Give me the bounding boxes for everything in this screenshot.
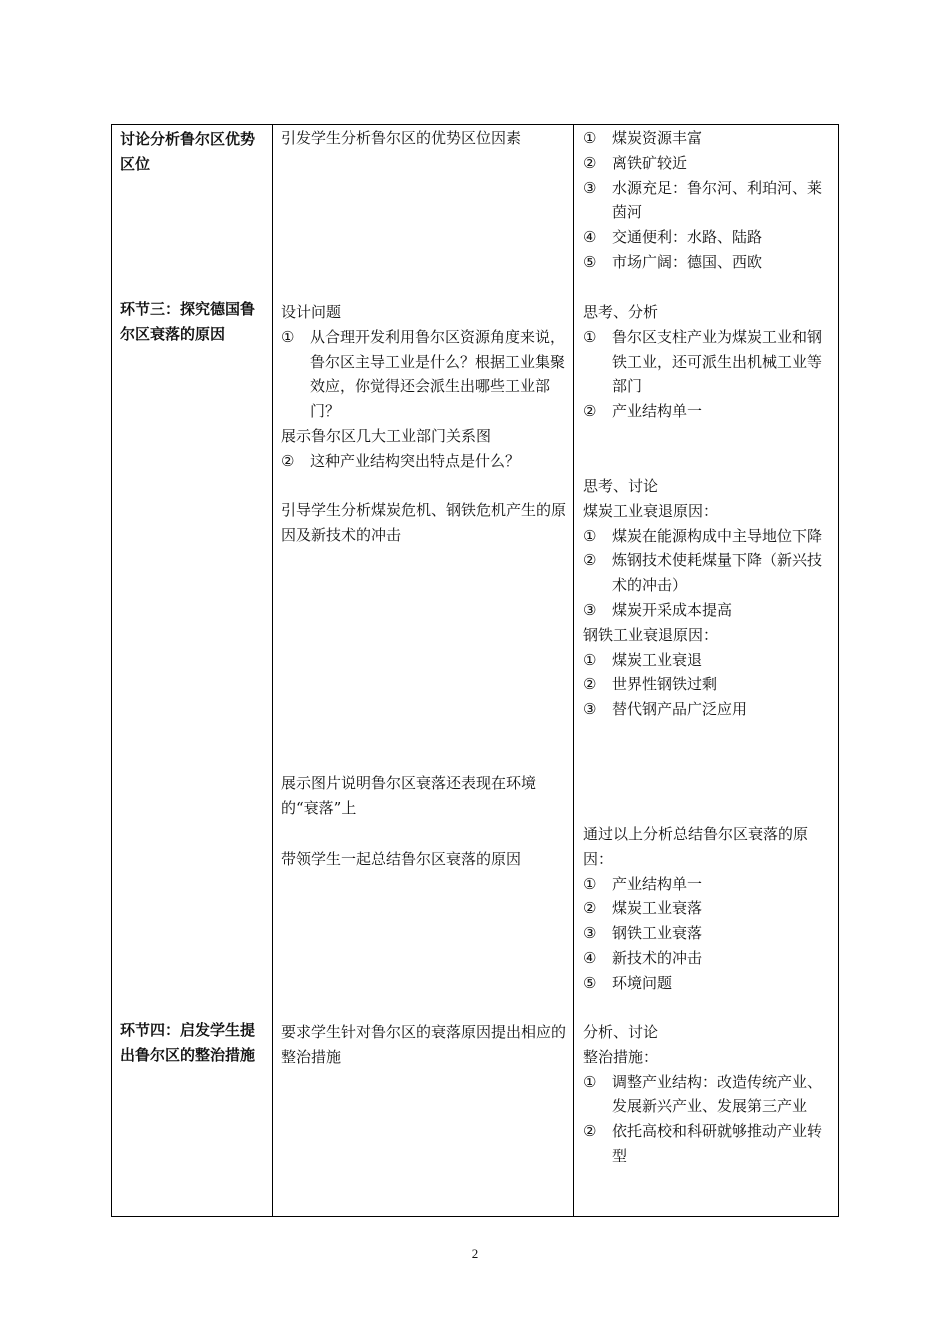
student-think-discuss: 思考、讨论 bbox=[583, 477, 659, 495]
list-item bbox=[281, 325, 567, 424]
list-item: ⑤ 市场广阔：德国、西欧 bbox=[583, 252, 763, 271]
item-number: ① bbox=[281, 327, 295, 346]
teacher-text-measures: 要求学生针对鲁尔区的衰落原因提出相应的整治措施 bbox=[281, 1023, 567, 1066]
list-item: ② 产业结构单一 bbox=[583, 402, 703, 421]
coal-decline-heading: 煤炭工业衰退原因： bbox=[583, 501, 719, 520]
list-item: ④ 新技术的冲击 bbox=[583, 948, 703, 967]
stage-4-title: 环节四：启发学生提出鲁尔区的整治措施 bbox=[120, 1021, 256, 1064]
student-analyze-discuss: 分析、讨论 bbox=[583, 1023, 659, 1041]
student-summary-block bbox=[583, 822, 833, 996]
list-item: ① 煤炭在能源构成中主导地位下降 bbox=[583, 526, 823, 545]
item-number: ② bbox=[281, 451, 295, 470]
steel-decline-heading: 钢铁工业衰退原因： bbox=[583, 625, 719, 644]
teacher-text-crisis: 引导学生分析煤炭危机、钢铁危机产生的原因及新技术的冲击 bbox=[281, 501, 567, 544]
teacher-question-2: 这种产业结构突出特点是什么？ bbox=[310, 451, 521, 470]
list-item: ② 炼钢技术使耗煤量下降（新兴技术的冲击） bbox=[583, 551, 823, 595]
student-activity-column bbox=[574, 125, 839, 1217]
student-decline-block bbox=[583, 474, 833, 722]
teacher-design-questions bbox=[281, 300, 567, 474]
list-item bbox=[281, 449, 567, 474]
student-structure-block bbox=[583, 300, 833, 424]
list-item: ① 煤炭工业衰退 bbox=[583, 650, 703, 669]
list-item: ③ 水源充足：鲁尔河、利珀河、莱茵河 bbox=[583, 178, 823, 222]
teacher-activity-column bbox=[273, 125, 574, 1217]
list-item: ② 世界性钢铁过剩 bbox=[583, 675, 718, 694]
student-measures-block bbox=[583, 1020, 833, 1169]
page-number: 2 bbox=[471, 1246, 479, 1261]
stage-3-title: 环节三：探究德国鲁尔区衰落的原因 bbox=[120, 300, 256, 343]
list-item: ③ 钢铁工业衰落 bbox=[583, 924, 703, 943]
list-item: ④ 交通便利：水路、陆路 bbox=[583, 228, 763, 247]
teacher-show-diagram: 展示鲁尔区几大工业部门关系图 bbox=[281, 426, 492, 445]
list-item: ⑤ 环境问题 bbox=[583, 973, 673, 992]
summary-heading: 通过以上分析总结鲁尔区衰落的原因： bbox=[583, 825, 809, 868]
list-item: ② 离铁矿较近 bbox=[583, 153, 688, 172]
teacher-question-1: 从合理开发利用鲁尔区资源角度来说，鲁尔区主导工业是什么？根据工业集聚效应，你觉得还会派生出哪些工业部门？ bbox=[310, 327, 566, 421]
list-item: ② 依托高校和科研就够推动产业转型 bbox=[583, 1122, 823, 1165]
lesson-plan-table bbox=[111, 124, 839, 1217]
list-item: ③ 煤炭开采成本提高 bbox=[583, 600, 733, 619]
list-item: ② 煤炭工业衰落 bbox=[583, 899, 703, 918]
list-item: ① 调整产业结构：改造传统产业、发展新兴产业、发展第三产业 bbox=[583, 1072, 823, 1116]
student-advantages-list bbox=[583, 126, 833, 275]
teacher-design-heading: 设计问题 bbox=[281, 303, 342, 321]
list-item: ① 鲁尔区支柱产业为煤炭工业和钢铁工业，还可派生出机械工业等部门 bbox=[583, 327, 823, 396]
stage-1-title: 讨论分析鲁尔区优势区位 bbox=[120, 130, 256, 173]
measures-heading: 整治措施： bbox=[583, 1047, 659, 1066]
teacher-text-environment: 展示图片说明鲁尔区衰落还表现在环境的“衰落”上 bbox=[281, 774, 537, 817]
student-think-analyze: 思考、分析 bbox=[583, 303, 659, 321]
teacher-text-summary: 带领学生一起总结鲁尔区衰落的原因 bbox=[281, 850, 522, 868]
list-item: ① 煤炭资源丰富 bbox=[583, 129, 703, 147]
teacher-text-location: 引发学生分析鲁尔区的优势区位因素 bbox=[281, 129, 522, 147]
list-item: ③ 替代钢产品广泛应用 bbox=[583, 700, 748, 719]
list-item: ① 产业结构单一 bbox=[583, 874, 703, 893]
stage-column bbox=[112, 125, 273, 1217]
table-row bbox=[112, 125, 839, 1217]
